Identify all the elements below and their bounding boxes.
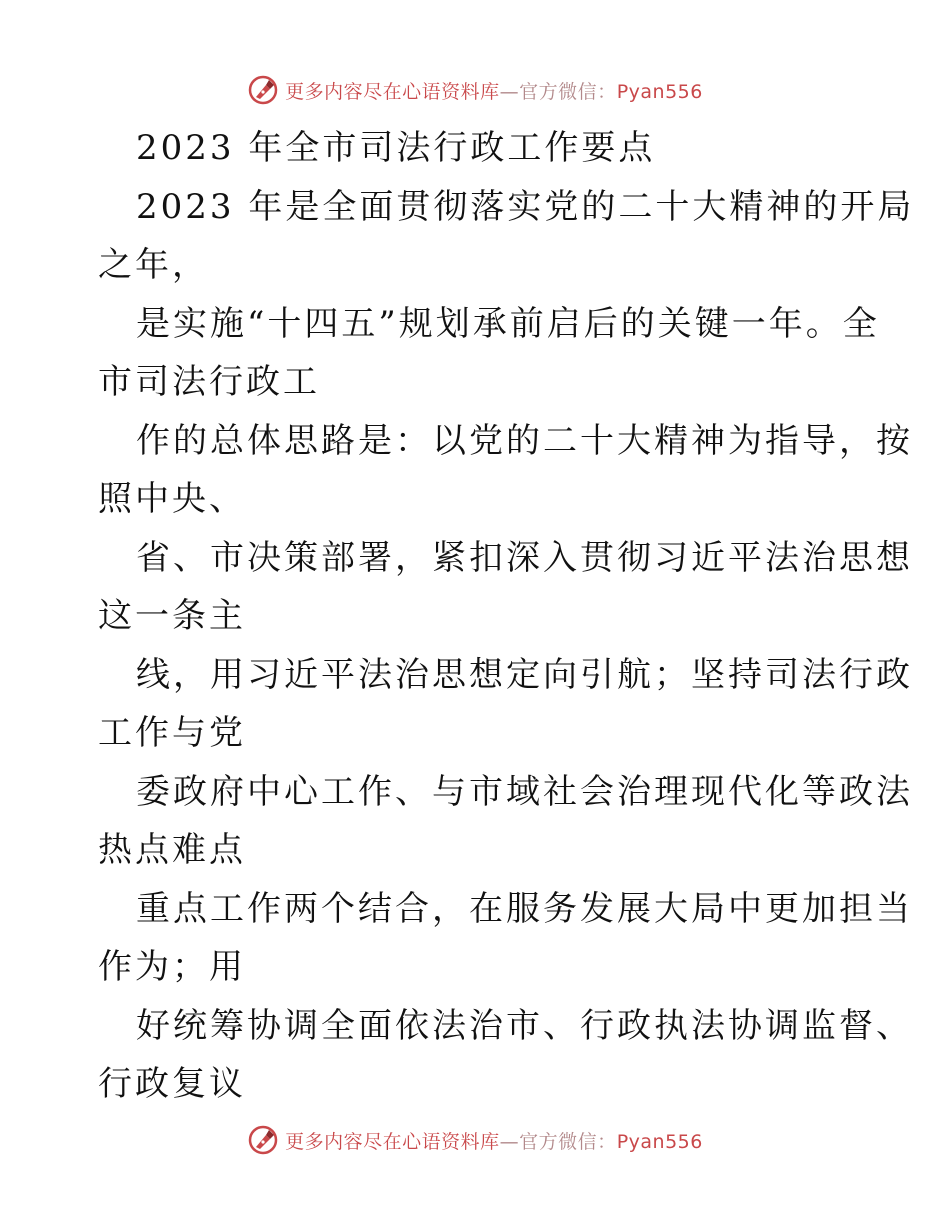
document-title: 2023 年全市司法行政工作要点 bbox=[136, 128, 656, 168]
watermark-text bbox=[285, 1127, 703, 1154]
text-line: 市司法行政工 bbox=[98, 362, 320, 402]
text-line: 作的总体思路是：以党的二十大精神为指导，按 bbox=[136, 421, 913, 461]
watermark-id: Pyan556 bbox=[616, 80, 703, 103]
watermark-label: 官方微信： bbox=[519, 1130, 617, 1153]
watermark-id: Pyan556 bbox=[616, 1130, 703, 1153]
watermark-separator: — bbox=[499, 1130, 520, 1153]
watermark-text bbox=[285, 77, 703, 104]
text-line: 重点工作两个结合，在服务发展大局中更加担当 bbox=[136, 889, 913, 929]
header-watermark bbox=[0, 70, 950, 110]
text-line: 好统筹协调全面依法治市、行政执法协调监督、 bbox=[136, 1006, 913, 1046]
pen-nib-logo-icon bbox=[247, 1124, 279, 1156]
text-line: 行政复议 bbox=[98, 1064, 246, 1104]
footer-watermark bbox=[0, 1120, 950, 1160]
watermark-label: 官方微信： bbox=[519, 80, 617, 103]
text-line: 是实施“十四五”规划承前启后的关键一年。全 bbox=[136, 304, 880, 344]
text-line: 之年， bbox=[98, 245, 209, 285]
text-line: 照中央、 bbox=[98, 479, 246, 519]
text-line: 热点难点 bbox=[98, 830, 246, 870]
watermark-separator: — bbox=[499, 80, 520, 103]
watermark-main: 更多内容尽在心语资料库 bbox=[285, 80, 500, 103]
text-line: 委政府中心工作、与市域社会治理现代化等政法 bbox=[136, 772, 913, 812]
text-line: 工作与党 bbox=[98, 713, 246, 753]
text-line: 作为；用 bbox=[98, 947, 246, 987]
watermark-main: 更多内容尽在心语资料库 bbox=[285, 1130, 500, 1153]
text-line: 这一条主 bbox=[98, 596, 246, 636]
text-line: 省、市决策部署，紧扣深入贯彻习近平法治思想 bbox=[136, 538, 913, 578]
pen-nib-logo-icon bbox=[247, 74, 279, 106]
text-line: 线，用习近平法治思想定向引航；坚持司法行政 bbox=[136, 655, 913, 695]
text-line: 2023 年是全面贯彻落实党的二十大精神的开局 bbox=[136, 187, 915, 227]
